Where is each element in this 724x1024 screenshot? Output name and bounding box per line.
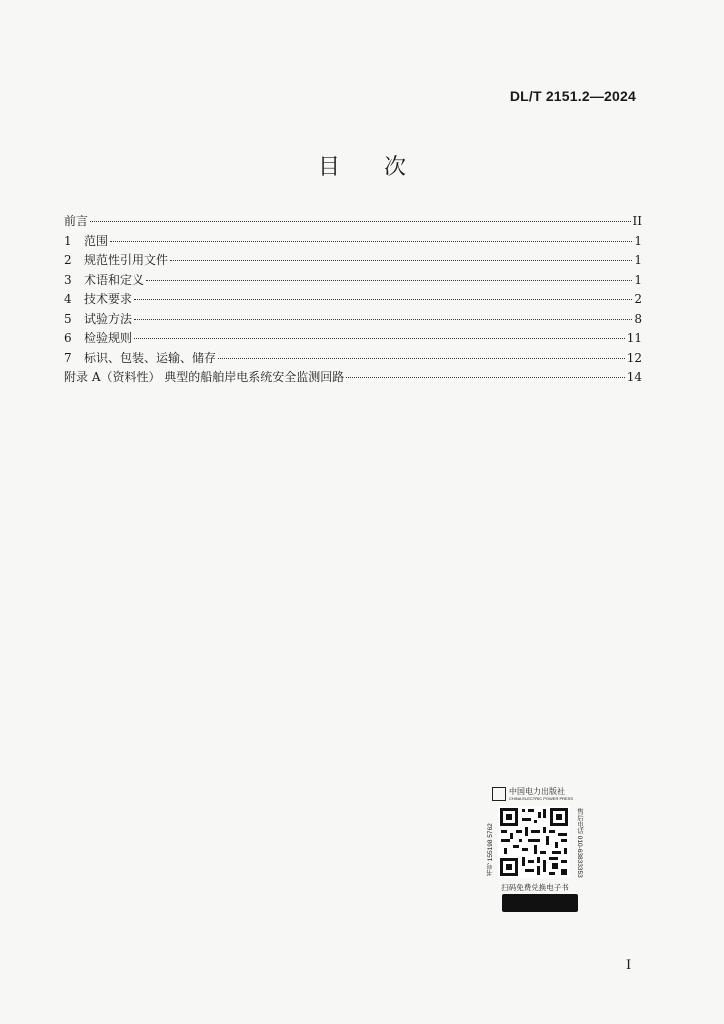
toc-entry-page: 8 (634, 311, 642, 326)
publisher-header (492, 784, 578, 804)
toc-entry-number: 2 (64, 253, 72, 267)
toc-entry-page: 1 (634, 233, 642, 248)
toc-entry-page: 11 (626, 331, 642, 345)
toc-entry-title: 术语和定义 (84, 272, 145, 287)
toc-entry-title: 技术要求 (84, 292, 133, 306)
toc-entry-title: 规范性引用文件 (84, 253, 169, 267)
toc-leader-dots (146, 280, 632, 281)
toc-entry-page: 14 (626, 370, 642, 384)
qr-code-icon[interactable] (498, 806, 570, 878)
qr-caption: 扫码免费兑换电子书 (501, 883, 569, 892)
toc-entry-page: 1 (634, 272, 642, 287)
book-serial: 书号 155198 5762 (487, 823, 494, 876)
page-number: I (626, 958, 632, 973)
toc-entry-title: 附录 A（资料性） 典型的船舶岸电系统安全监测回路 (64, 370, 345, 384)
toc-entry[interactable] (64, 232, 642, 252)
toc-leader-dots (90, 221, 631, 222)
toc-entry[interactable] (64, 368, 642, 388)
toc-entry-title: 试验方法 (84, 311, 133, 326)
toc-entry[interactable] (64, 212, 642, 232)
toc-leader-dots (110, 241, 632, 242)
toc-entry-number: 5 (64, 311, 72, 326)
publisher-name-en: CHINA ELECTRIC POWER PRESS (509, 796, 574, 801)
qr-code-card[interactable] (488, 782, 582, 914)
toc-leader-dots (170, 260, 632, 261)
toc-leader-dots (134, 319, 632, 320)
toc-leader-dots (134, 299, 632, 300)
toc-entry[interactable] (64, 290, 642, 310)
publisher-logo-icon (492, 787, 506, 801)
toc-entry[interactable] (64, 310, 642, 330)
toc-entry-page: 1 (634, 253, 642, 267)
toc-entry-page: II (632, 214, 642, 228)
service-hotline: 售后电话 010-63833353 (576, 808, 583, 878)
toc-leader-dots (346, 377, 624, 378)
toc-entry[interactable] (64, 271, 642, 291)
toc-entry[interactable] (64, 349, 642, 369)
toc-entry-number: 7 (64, 350, 72, 365)
toc-entry-page: 2 (634, 292, 642, 306)
toc-entry-title: 检验规则 (84, 331, 133, 345)
toc-entry-number: 4 (64, 292, 72, 306)
toc-entry-number: 1 (64, 233, 72, 248)
toc-leader-dots (134, 338, 625, 339)
toc-entry[interactable] (64, 329, 642, 349)
toc-entry-title: 范围 (84, 233, 109, 248)
toc-entry[interactable] (64, 251, 642, 271)
redaction-bar (502, 894, 578, 912)
toc-entry-title: 前言 (64, 214, 89, 228)
table-of-contents (64, 212, 642, 388)
toc-entry-title: 标识、包装、运输、储存 (84, 350, 217, 365)
toc-leader-dots (218, 358, 625, 359)
toc-entry-page: 12 (626, 350, 642, 365)
standard-number: DL/T 2151.2—2024 (509, 88, 636, 104)
toc-title: 目次 (317, 155, 450, 180)
toc-entry-number: 3 (64, 272, 72, 287)
toc-entry-number: 6 (64, 331, 72, 345)
publisher-name: 中国电力出版社 (509, 787, 565, 796)
